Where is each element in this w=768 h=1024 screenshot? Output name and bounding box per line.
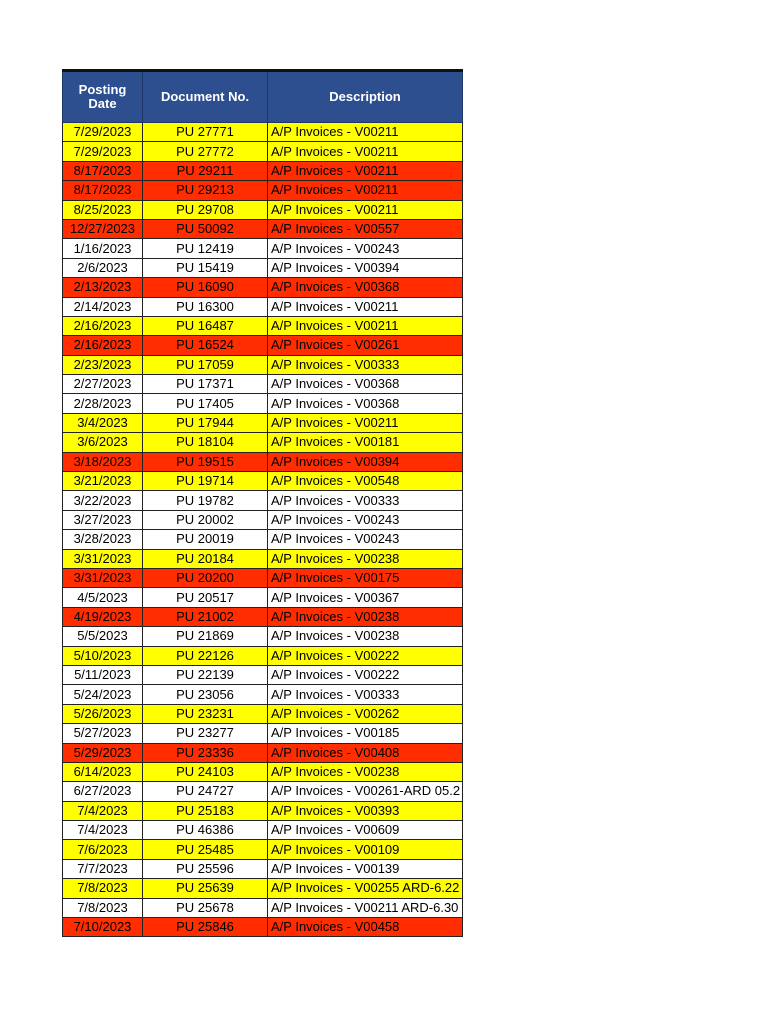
document-no-cell[interactable]: PU 17944 bbox=[143, 413, 268, 432]
document-no-cell[interactable]: PU 20517 bbox=[143, 588, 268, 607]
description-cell[interactable]: A/P Invoices - V00185 bbox=[268, 724, 463, 743]
posting-date-cell[interactable]: 7/6/2023 bbox=[63, 840, 143, 859]
spreadsheet-area bbox=[62, 69, 463, 937]
invoice-table bbox=[62, 69, 463, 937]
document-no-cell[interactable]: PU 27771 bbox=[143, 123, 268, 142]
description-cell[interactable]: A/P Invoices - V00333 bbox=[268, 685, 463, 704]
table-row bbox=[63, 123, 463, 142]
document-no-cell[interactable]: PU 19515 bbox=[143, 452, 268, 471]
posting-date-cell[interactable]: 2/16/2023 bbox=[63, 336, 143, 355]
document-no-cell[interactable]: PU 25596 bbox=[143, 859, 268, 878]
table-row bbox=[63, 510, 463, 529]
table-row bbox=[63, 161, 463, 180]
posting-date-cell[interactable]: 2/23/2023 bbox=[63, 355, 143, 374]
description-cell[interactable]: A/P Invoices - V00109 bbox=[268, 840, 463, 859]
document-no-cell[interactable]: PU 16300 bbox=[143, 297, 268, 316]
document-no-cell[interactable]: PU 18104 bbox=[143, 433, 268, 452]
posting-date-cell[interactable]: 3/6/2023 bbox=[63, 433, 143, 452]
posting-date-cell[interactable]: 7/10/2023 bbox=[63, 918, 143, 937]
table-row bbox=[63, 258, 463, 277]
posting-date-cell[interactable]: 7/4/2023 bbox=[63, 801, 143, 820]
document-no-cell[interactable]: PU 22139 bbox=[143, 665, 268, 684]
table-row bbox=[63, 918, 463, 937]
posting-date-cell[interactable]: 5/29/2023 bbox=[63, 743, 143, 762]
posting-date-cell[interactable]: 5/5/2023 bbox=[63, 627, 143, 646]
description-cell[interactable]: A/P Invoices - V00222 bbox=[268, 665, 463, 684]
description-cell[interactable]: A/P Invoices - V00367 bbox=[268, 588, 463, 607]
document-no-cell[interactable]: PU 23231 bbox=[143, 704, 268, 723]
description-cell[interactable]: A/P Invoices - V00238 bbox=[268, 762, 463, 781]
table-row bbox=[63, 568, 463, 587]
document-no-cell[interactable]: PU 16524 bbox=[143, 336, 268, 355]
table-row bbox=[63, 375, 463, 394]
document-no-cell[interactable]: PU 25846 bbox=[143, 918, 268, 937]
description-cell[interactable]: A/P Invoices - V00255 ARD-6.22 bbox=[268, 879, 463, 898]
table-body bbox=[63, 123, 463, 937]
table-row bbox=[63, 530, 463, 549]
document-no-cell[interactable]: PU 25183 bbox=[143, 801, 268, 820]
table-row bbox=[63, 433, 463, 452]
description-cell[interactable]: A/P Invoices - V00211 bbox=[268, 316, 463, 335]
description-cell[interactable]: A/P Invoices - V00368 bbox=[268, 394, 463, 413]
description-cell[interactable]: A/P Invoices - V00238 bbox=[268, 627, 463, 646]
table-row bbox=[63, 607, 463, 626]
table-row bbox=[63, 355, 463, 374]
posting-date-cell[interactable]: 7/29/2023 bbox=[63, 123, 143, 142]
document-no-cell[interactable]: PU 15419 bbox=[143, 258, 268, 277]
table-row bbox=[63, 316, 463, 335]
header-posting-date[interactable]: Posting Date bbox=[63, 71, 143, 123]
posting-date-cell[interactable]: 7/29/2023 bbox=[63, 142, 143, 161]
description-cell[interactable]: A/P Invoices - V00261-ARD 05.2 bbox=[268, 782, 463, 801]
table-row bbox=[63, 782, 463, 801]
table-row bbox=[63, 142, 463, 161]
posting-date-cell[interactable]: 5/26/2023 bbox=[63, 704, 143, 723]
description-cell[interactable]: A/P Invoices - V00368 bbox=[268, 278, 463, 297]
posting-date-cell[interactable]: 4/5/2023 bbox=[63, 588, 143, 607]
posting-date-cell[interactable]: 7/8/2023 bbox=[63, 879, 143, 898]
posting-date-cell[interactable]: 1/16/2023 bbox=[63, 239, 143, 258]
description-cell[interactable]: A/P Invoices - V00211 bbox=[268, 123, 463, 142]
description-cell[interactable]: A/P Invoices - V00262 bbox=[268, 704, 463, 723]
description-cell[interactable]: A/P Invoices - V00238 bbox=[268, 607, 463, 626]
description-cell[interactable]: A/P Invoices - V00211 bbox=[268, 142, 463, 161]
table-row bbox=[63, 685, 463, 704]
document-no-cell[interactable]: PU 20019 bbox=[143, 530, 268, 549]
description-cell[interactable]: A/P Invoices - V00211 ARD-6.30 bbox=[268, 898, 463, 917]
table-row bbox=[63, 336, 463, 355]
description-cell[interactable]: A/P Invoices - V00408 bbox=[268, 743, 463, 762]
posting-date-cell[interactable]: 2/28/2023 bbox=[63, 394, 143, 413]
table-row bbox=[63, 472, 463, 491]
description-cell[interactable]: A/P Invoices - V00211 bbox=[268, 413, 463, 432]
document-no-cell[interactable]: PU 25639 bbox=[143, 879, 268, 898]
document-no-cell[interactable]: PU 16090 bbox=[143, 278, 268, 297]
posting-date-cell[interactable]: 3/31/2023 bbox=[63, 568, 143, 587]
document-no-cell[interactable]: PU 46386 bbox=[143, 821, 268, 840]
posting-date-cell[interactable]: 3/27/2023 bbox=[63, 510, 143, 529]
description-cell[interactable]: A/P Invoices - V00368 bbox=[268, 375, 463, 394]
posting-date-cell[interactable]: 5/24/2023 bbox=[63, 685, 143, 704]
header-document-no[interactable]: Document No. bbox=[143, 71, 268, 123]
table-row bbox=[63, 724, 463, 743]
description-cell[interactable]: A/P Invoices - V00238 bbox=[268, 549, 463, 568]
description-cell[interactable]: A/P Invoices - V00393 bbox=[268, 801, 463, 820]
table-row bbox=[63, 452, 463, 471]
description-cell[interactable]: A/P Invoices - V00394 bbox=[268, 452, 463, 471]
document-no-cell[interactable]: PU 16487 bbox=[143, 316, 268, 335]
table-row bbox=[63, 743, 463, 762]
description-cell[interactable]: A/P Invoices - V00458 bbox=[268, 918, 463, 937]
posting-date-cell[interactable]: 2/13/2023 bbox=[63, 278, 143, 297]
posting-date-cell[interactable]: 12/27/2023 bbox=[63, 219, 143, 238]
table-row bbox=[63, 704, 463, 723]
table-row bbox=[63, 200, 463, 219]
document-no-cell[interactable]: PU 19714 bbox=[143, 472, 268, 491]
table-row bbox=[63, 491, 463, 510]
table-row bbox=[63, 665, 463, 684]
table-row bbox=[63, 278, 463, 297]
description-cell[interactable]: A/P Invoices - V00211 bbox=[268, 200, 463, 219]
table-row bbox=[63, 898, 463, 917]
posting-date-cell[interactable]: 6/27/2023 bbox=[63, 782, 143, 801]
table-row bbox=[63, 859, 463, 878]
document-no-cell[interactable]: PU 20200 bbox=[143, 568, 268, 587]
description-cell[interactable]: A/P Invoices - V00333 bbox=[268, 355, 463, 374]
posting-date-cell[interactable]: 7/4/2023 bbox=[63, 821, 143, 840]
table-row bbox=[63, 394, 463, 413]
document-no-cell[interactable]: PU 20184 bbox=[143, 549, 268, 568]
description-cell[interactable]: A/P Invoices - V00211 bbox=[268, 161, 463, 180]
posting-date-cell[interactable]: 7/8/2023 bbox=[63, 898, 143, 917]
document-no-cell[interactable]: PU 27772 bbox=[143, 142, 268, 161]
posting-date-cell[interactable]: 2/6/2023 bbox=[63, 258, 143, 277]
posting-date-cell[interactable]: 3/4/2023 bbox=[63, 413, 143, 432]
posting-date-cell[interactable]: 3/21/2023 bbox=[63, 472, 143, 491]
description-cell[interactable]: A/P Invoices - V00261 bbox=[268, 336, 463, 355]
document-no-cell[interactable]: PU 12419 bbox=[143, 239, 268, 258]
posting-date-cell[interactable]: 8/17/2023 bbox=[63, 181, 143, 200]
description-cell[interactable]: A/P Invoices - V00139 bbox=[268, 859, 463, 878]
description-cell[interactable]: A/P Invoices - V00175 bbox=[268, 568, 463, 587]
document-no-cell[interactable]: PU 23277 bbox=[143, 724, 268, 743]
table-row bbox=[63, 297, 463, 316]
table-row bbox=[63, 762, 463, 781]
document-no-cell[interactable]: PU 17371 bbox=[143, 375, 268, 394]
table-row bbox=[63, 879, 463, 898]
posting-date-cell[interactable]: 7/7/2023 bbox=[63, 859, 143, 878]
posting-date-cell[interactable]: 2/14/2023 bbox=[63, 297, 143, 316]
posting-date-cell[interactable]: 3/31/2023 bbox=[63, 549, 143, 568]
table-row bbox=[63, 588, 463, 607]
description-cell[interactable]: A/P Invoices - V00222 bbox=[268, 646, 463, 665]
header-row bbox=[63, 71, 463, 123]
description-cell[interactable]: A/P Invoices - V00243 bbox=[268, 239, 463, 258]
description-cell[interactable]: A/P Invoices - V00243 bbox=[268, 530, 463, 549]
header-description[interactable]: Description bbox=[268, 71, 463, 123]
table-row bbox=[63, 627, 463, 646]
document-no-cell[interactable]: PU 21869 bbox=[143, 627, 268, 646]
posting-date-cell[interactable]: 5/10/2023 bbox=[63, 646, 143, 665]
posting-date-cell[interactable]: 5/27/2023 bbox=[63, 724, 143, 743]
description-cell[interactable]: A/P Invoices - V00243 bbox=[268, 510, 463, 529]
posting-date-cell[interactable]: 2/27/2023 bbox=[63, 375, 143, 394]
document-no-cell[interactable]: PU 25678 bbox=[143, 898, 268, 917]
document-no-cell[interactable]: PU 23056 bbox=[143, 685, 268, 704]
posting-date-cell[interactable]: 3/18/2023 bbox=[63, 452, 143, 471]
posting-date-cell[interactable]: 4/19/2023 bbox=[63, 607, 143, 626]
document-no-cell[interactable]: PU 22126 bbox=[143, 646, 268, 665]
document-no-cell[interactable]: PU 29708 bbox=[143, 200, 268, 219]
posting-date-cell[interactable]: 3/28/2023 bbox=[63, 530, 143, 549]
description-cell[interactable]: A/P Invoices - V00609 bbox=[268, 821, 463, 840]
document-no-cell[interactable]: PU 50092 bbox=[143, 219, 268, 238]
description-cell[interactable]: A/P Invoices - V00548 bbox=[268, 472, 463, 491]
posting-date-cell[interactable]: 2/16/2023 bbox=[63, 316, 143, 335]
document-no-cell[interactable]: PU 17405 bbox=[143, 394, 268, 413]
table-row bbox=[63, 840, 463, 859]
posting-date-cell[interactable]: 5/11/2023 bbox=[63, 665, 143, 684]
table-row bbox=[63, 646, 463, 665]
document-no-cell[interactable]: PU 24103 bbox=[143, 762, 268, 781]
posting-date-cell[interactable]: 8/25/2023 bbox=[63, 200, 143, 219]
document-no-cell[interactable]: PU 25485 bbox=[143, 840, 268, 859]
description-cell[interactable]: A/P Invoices - V00333 bbox=[268, 491, 463, 510]
posting-date-cell[interactable]: 6/14/2023 bbox=[63, 762, 143, 781]
document-no-cell[interactable]: PU 17059 bbox=[143, 355, 268, 374]
document-no-cell[interactable]: PU 24727 bbox=[143, 782, 268, 801]
document-no-cell[interactable]: PU 29211 bbox=[143, 161, 268, 180]
document-no-cell[interactable]: PU 29213 bbox=[143, 181, 268, 200]
posting-date-cell[interactable]: 8/17/2023 bbox=[63, 161, 143, 180]
document-no-cell[interactable]: PU 19782 bbox=[143, 491, 268, 510]
document-no-cell[interactable]: PU 23336 bbox=[143, 743, 268, 762]
description-cell[interactable]: A/P Invoices - V00181 bbox=[268, 433, 463, 452]
table-row bbox=[63, 549, 463, 568]
table-row bbox=[63, 181, 463, 200]
document-no-cell[interactable]: PU 21002 bbox=[143, 607, 268, 626]
description-cell[interactable]: A/P Invoices - V00557 bbox=[268, 219, 463, 238]
table-row bbox=[63, 239, 463, 258]
description-cell[interactable]: A/P Invoices - V00394 bbox=[268, 258, 463, 277]
table-row bbox=[63, 821, 463, 840]
document-no-cell[interactable]: PU 20002 bbox=[143, 510, 268, 529]
description-cell[interactable]: A/P Invoices - V00211 bbox=[268, 181, 463, 200]
table-row bbox=[63, 413, 463, 432]
posting-date-cell[interactable]: 3/22/2023 bbox=[63, 491, 143, 510]
description-cell[interactable]: A/P Invoices - V00211 bbox=[268, 297, 463, 316]
table-row bbox=[63, 219, 463, 238]
table-row bbox=[63, 801, 463, 820]
